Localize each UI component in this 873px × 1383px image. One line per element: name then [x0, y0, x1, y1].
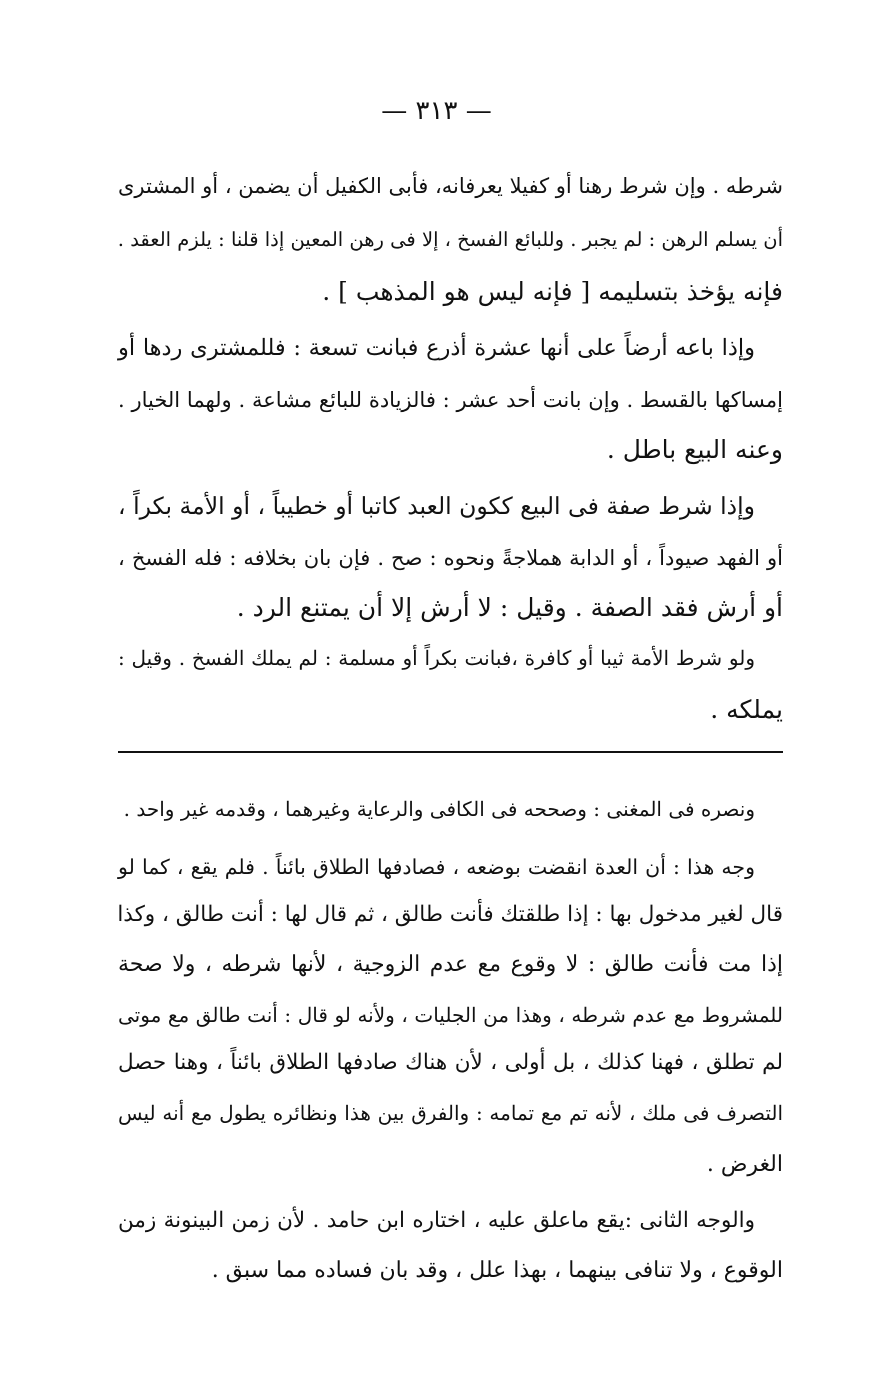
- footnote-line: وجه هذا : أن العدة انقضت بوضعه ، فصادفها الطلاق بائناً . فلم يقع ، كما لو: [118, 855, 755, 879]
- footnote-line: قال لغير مدخول بها : إذا طلقتك فأنت طالق ، ثم قال لها : أنت طالق ، وكذا: [117, 902, 783, 927]
- footnote-line: الغرض .: [706, 1152, 783, 1177]
- footnote-line: ونصره فى المغنى : وصححه فى الكافى والرعاية وغيرهما ، وقدمه غير واحد .: [123, 797, 755, 821]
- main-line: شرطه . وإن شرط رهنا أو كفيلا يعرفانه، فأبى الكفيل أن يضمن ، أو المشترى: [118, 174, 783, 198]
- page-number: — ٣١٣ —: [381, 96, 492, 126]
- main-line: وعنه البيع باطل .: [606, 435, 783, 464]
- footnote-line: والوجه الثانى :يقع ماعلق عليه ، اختاره ابن حامد . لأن زمن البينونة زمن: [118, 1208, 755, 1233]
- footnote-line: الوقوع ، ولا تنافى بينهما ، بهذا علل ، وقد بان فساده مما سبق .: [211, 1258, 783, 1283]
- main-line: أن يسلم الرهن : لم يجبر . وللبائع الفسخ ، إلا فى رهن المعين إذا قلنا : يلزم العقد .: [117, 228, 783, 251]
- main-line: فإنه يؤخذ بتسليمه [ فإنه ليس هو المذهب ] .: [322, 277, 783, 306]
- main-line: ولو شرط الأمة ثيبا أو كافرة ،فبانت بكراً أو مسلمة : لم يملك الفسخ . وقيل :: [118, 646, 755, 670]
- footnote-divider: [118, 751, 783, 753]
- footnote-line: إذا مت فأنت طالق : لا وقوع مع عدم الزوجية ، لأنها شرطه ، ولا صحة: [118, 952, 783, 977]
- main-line: وإذا شرط صفة فى البيع ككون العبد كاتبا أو خطيباً ، أو الأمة بكراً ،: [118, 492, 755, 520]
- footnote-line: لم تطلق ، فهنا كذلك ، بل أولى ، لأن هناك صادفها الطلاق بائناً ، وهنا حصل: [118, 1050, 783, 1075]
- footnote-line: للمشروط مع عدم شرطه ، وهذا من الجليات ، ولأنه لو قال : أنت طالق مع موتى: [118, 1003, 783, 1027]
- main-line: وإذا باعه أرضاً على أنها عشرة أذرع فبانت تسعة : فللمشترى ردها أو: [118, 335, 755, 361]
- main-line: أو أرش فقد الصفة . وقيل : لا أرش إلا أن يمتنع الرد .: [236, 593, 783, 622]
- main-line: أو الفهد صيوداً ، أو الدابة هملاجةً ونحوه : صح . فإن بان بخلافه : فله الفسخ ،: [118, 546, 783, 570]
- main-line: إمساكها بالقسط . وإن بانت أحد عشر : فالزيادة للبائع مشاعة . ولهما الخيار .: [118, 388, 783, 412]
- footnote-line: التصرف فى ملك ، لأنه تم مع تمامه : والفرق بين هذا ونظائره يطول مع أنه ليس: [118, 1101, 783, 1125]
- main-line: يملكه .: [710, 695, 783, 724]
